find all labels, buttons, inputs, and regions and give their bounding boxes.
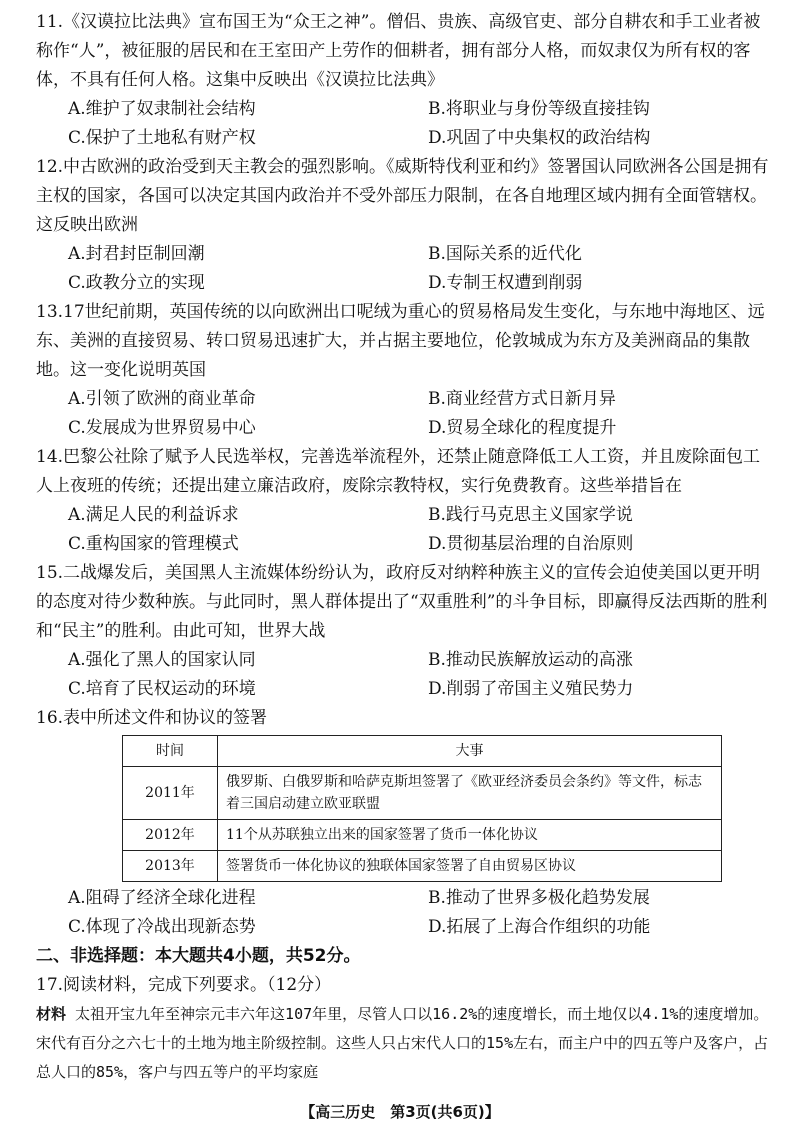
table-cell-event: 俄罗斯、白俄罗斯和哈萨克斯坦签署了《欧亚经济委员会条约》等文件，标志着三国启动建立欧亚联盟 (218, 767, 722, 820)
question-stem: 16.表中所述文件和协议的签署 (36, 708, 268, 728)
table-row (123, 767, 722, 820)
question-stem: 11.《汉谟拉比法典》宣布国王为“众王之神”。僧侣、贵族、高级官吏、部分自耕农和手工业者被称作“人”，被征服的居民和在王室田产上劳作的佃耕者，拥有部分人格，而奴隶仅为所有权的客体，不具有任何人格。这集中反映出《汉谟拉比法典》 (36, 12, 761, 90)
option-b: B.国际关系的近代化 (428, 244, 582, 264)
option-c: C.政教分立的实现 (68, 273, 205, 293)
option-a: A.引领了欧洲的商业革命 (68, 389, 256, 409)
options (36, 884, 772, 942)
question-17 (36, 971, 772, 1087)
option-b: B.将职业与身份等级直接挂钩 (428, 99, 650, 119)
options (36, 501, 772, 559)
material-label: 材料 (36, 1005, 67, 1023)
option-b: B.推动了世界多极化趋势发展 (428, 888, 650, 908)
option-c: C.发展成为世界贸易中心 (68, 418, 256, 438)
table-cell-event: 签署货币一体化协议的独联体国家签署了自由贸易区协议 (218, 851, 722, 882)
question-stem: 13.17世纪前期，英国传统的以向欧洲出口呢绒为重心的贸易格局发生变化，与东地中海地区、远东、美洲的直接贸易、转口贸易迅速扩大，并占据主要地位，伦敦城成为东方及美洲商品的集散地。这一变化说明英国 (36, 302, 765, 380)
table-cell-year: 2012年 (123, 820, 218, 851)
options (36, 240, 772, 298)
table-header: 大事 (218, 736, 722, 767)
page-footer: 【高三历史 第3页(共6页)】 (300, 1103, 500, 1121)
option-d: D.拓展了上海合作组织的功能 (428, 917, 651, 937)
option-b: B.推动民族解放运动的高涨 (428, 650, 633, 670)
option-a: A.强化了黑人的国家认同 (68, 650, 256, 670)
option-d: D.专制王权遭到削弱 (428, 273, 583, 293)
option-d: D.巩固了中央集权的政治结构 (428, 128, 651, 148)
question-stem: 12.中古欧洲的政治受到天主教会的强烈影响。《威斯特伐利亚和约》签署国认同欧洲各公国是拥有主权的国家，各国可以决定其国内政治并不受外部压力限制，在各自地理区域内拥有全面管辖权。这反映出欧洲 (36, 157, 769, 235)
option-b: B.践行马克思主义国家学说 (428, 505, 633, 525)
events-table (122, 735, 722, 882)
option-d: D.贯彻基层治理的自治原则 (428, 534, 634, 554)
question-stem: 17.阅读材料，完成下列要求。（12分） (36, 975, 332, 995)
option-c: C.重构国家的管理模式 (68, 534, 239, 554)
exam-page (36, 8, 772, 1087)
options (36, 646, 772, 704)
question-stem: 14.巴黎公社除了赋予人民选举权，完善选举流程外，还禁止随意降低工人工资，并且废除面包工人上夜班的传统；还提出建立廉洁政府，废除宗教特权，实行免费教育。这些举措旨在 (36, 447, 761, 496)
question-14 (36, 443, 772, 559)
table-header: 时间 (123, 736, 218, 767)
option-d: D.削弱了帝国主义殖民势力 (428, 679, 634, 699)
option-a: A.维护了奴隶制社会结构 (68, 99, 256, 119)
option-b: B.商业经营方式日新月异 (428, 389, 616, 409)
option-c: C.保护了土地私有财产权 (68, 128, 256, 148)
table-cell-year: 2013年 (123, 851, 218, 882)
table-row (123, 851, 722, 882)
options (36, 385, 772, 443)
table-header-row (123, 736, 722, 767)
question-11 (36, 8, 772, 153)
question-12 (36, 153, 772, 298)
question-13 (36, 298, 772, 443)
table-row (123, 820, 722, 851)
question-15 (36, 559, 772, 704)
options (36, 95, 772, 153)
option-a: A.封君封臣制回潮 (68, 244, 205, 264)
option-a: A.满足人民的利益诉求 (68, 505, 239, 525)
option-d: D.贸易全球化的程度提升 (428, 418, 617, 438)
table-cell-event: 11个从苏联独立出来的国家签署了货币一体化协议 (218, 820, 722, 851)
material-paragraph (36, 1000, 772, 1087)
option-a: A.阻碍了经济全球化进程 (68, 888, 256, 908)
table-cell-year: 2011年 (123, 767, 218, 820)
option-c: C.培育了民权运动的环境 (68, 679, 256, 699)
option-c: C.体现了冷战出现新态势 (68, 917, 256, 937)
question-stem: 15.二战爆发后，美国黑人主流媒体纷纷认为，政府反对纳粹种族主义的宣传会迫使美国以更开明的态度对待少数种族。与此同时，黑人群体提出了“双重胜利”的斗争目标，即赢得反法西斯的胜利和“民主”的胜利。由此可知，世界大战 (36, 563, 768, 641)
question-16 (36, 704, 772, 942)
section-heading: 二、非选择题：本大题共4小题，共52分。 (36, 946, 361, 966)
material-text: 太祖开宝九年至神宗元丰六年这107年里，尽管人口以16.2%的速度增长，而土地仅以4.1%的速度增加。宋代有百分之六七十的土地为地主阶级控制。这些人只占宋代人口的15%左右，而主户中的四五等户及客户，占总人口的85%，客户与四五等户的平均家庭 (36, 1005, 769, 1081)
